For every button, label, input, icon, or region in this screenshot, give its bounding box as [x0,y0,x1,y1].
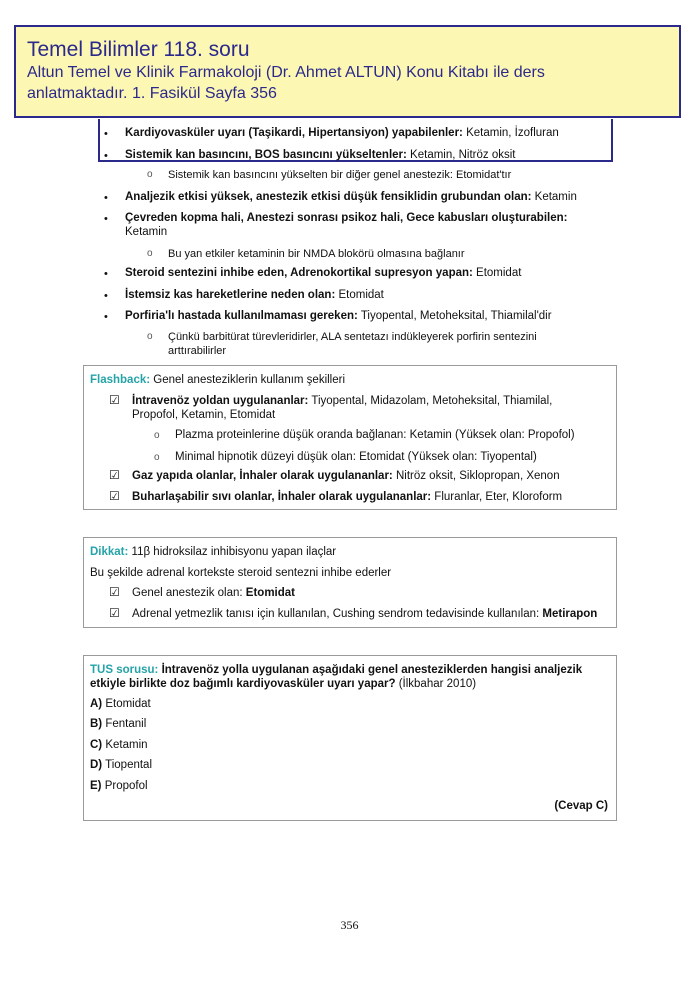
bullet-marker: • [104,128,108,140]
bullet-marker: • [104,150,108,162]
flashback-item-continuation: Propofol, Ketamin, Etomidat [132,409,276,421]
list-item: Kardiyovasküler uyarı (Taşikardi, Hipertansiyon) yapabilenler: Ketamin, İzofluran [125,127,559,139]
page-number: 356 [340,918,359,932]
checkbox-icon: ☑ [109,585,120,599]
dikkat-item: Genel anestezik olan: Etomidat [132,587,295,599]
list-item: İstemsiz kas hareketlerine neden olan: Etomidat [125,289,384,301]
answer-option: B) Fentanil [90,718,147,730]
list-sub-item-continuation: arttırabilirler [168,345,227,357]
answer-option: E) Propofol [90,780,148,792]
checkbox-icon: ☑ [109,468,120,482]
bullet-marker: • [104,192,108,204]
sub-bullet-marker: o [154,430,160,441]
list-item: Çevreden kopma hali, Anestezi sonrası psikoz hali, Gece kabusları oluşturabilen: [125,212,568,224]
dikkat-box [83,537,617,628]
answer-option: C) Ketamin [90,739,148,751]
list-item-continuation: Ketamin [125,226,168,238]
checkbox-icon: ☑ [109,606,120,620]
flashback-item: Buharlaşabilir sıvı olanlar, İnhaler olarak uygulananlar: Fluranlar, Eter, Kloroform [132,491,563,503]
bullet-marker: • [104,290,108,302]
answer-option: D) Tiopental [90,759,153,771]
flashback-box [83,365,617,510]
banner-subtitle-line2: anlatmaktadır. 1. Fasikül Sayfa 356 [27,85,277,102]
flashback-heading: Flashback: Genel anesteziklerin kullanım şekilleri [90,374,346,386]
bullet-marker: • [104,311,108,323]
sub-bullet-marker: o [147,331,153,342]
bullet-marker: • [104,213,108,225]
dikkat-line: Bu şekilde adrenal kortekste steroid sentezni inhibe ederler [90,567,392,579]
sub-bullet-marker: o [147,248,153,259]
tus-question-line1: TUS sorusu: İntravenöz yolla uygulanan aşağıdaki genel anesteziklerden hangisi analjezik [90,664,583,676]
sub-bullet-marker: o [147,169,153,180]
list-sub-item: Bu yan etkiler ketaminin bir NMDA blokörü olmasına bağlanır [168,248,465,260]
checkbox-icon: ☑ [109,489,120,503]
flashback-item: İntravenöz yoldan uygulananlar: Tiyopental, Midazolam, Metoheksital, Thiamilal, [132,395,553,407]
answer-option: A) Etomidat [90,698,151,710]
answer-key: (Cevap C) [554,800,608,812]
flashback-item: Gaz yapıda olanlar, İnhaler olarak uygulananlar: Nitröz oksit, Siklopropan, Xenon [132,470,560,482]
banner-title: Temel Bilimler 118. soru [27,38,250,61]
flashback-sub-item: Minimal hipnotik düzeyi düşük olan: Etomidat (Yüksek olan: Tiyopental) [175,451,537,463]
list-item: Steroid sentezini inhibe eden, Adrenokortikal supresyon yapan: Etomidat [125,267,522,279]
dikkat-item: Adrenal yetmezlik tanısı için kullanılan, Cushing sendrom tedavisinde kullanılan: Metirapon [132,608,598,620]
header-banner [14,25,681,118]
list-item: Analjezik etkisi yüksek, anestezik etkisi düşük fensiklidin grubundan olan: Ketamin [125,191,577,203]
flashback-sub-item: Plazma proteinlerine düşük oranda bağlanan: Ketamin (Yüksek olan: Propofol) [175,429,575,441]
list-item: Porfiria'lı hastada kullanılmaması gereken: Tiyopental, Metoheksital, Thiamilal'dir [125,310,552,322]
list-item: Sistemik kan basıncını, BOS basıncını yükseltenler: Ketamin, Nitröz oksit [125,149,516,161]
list-sub-item: Çünkü barbitürat türevleridirler, ALA sentetazı indükleyerek porfirin sentezini [168,331,537,343]
tus-question-line2: etkiyle birlikte doz bağımlı kardiyovasküler uyarı yapar? (İlkbahar 2010) [90,678,477,690]
sub-bullet-marker: o [154,452,160,463]
checkbox-icon: ☑ [109,393,120,407]
list-sub-item: Sistemik kan basıncını yükselten bir diğer genel anestezik: Etomidat'tır [168,169,512,181]
dikkat-heading: Dikkat: 11β hidroksilaz inhibisyonu yapan ilaçlar [90,546,337,558]
tus-question-box [83,655,617,821]
bullet-marker: • [104,268,108,280]
banner-subtitle-line1: Altun Temel ve Klinik Farmakoloji (Dr. Ahmet ALTUN) Konu Kitabı ile ders [27,64,545,81]
